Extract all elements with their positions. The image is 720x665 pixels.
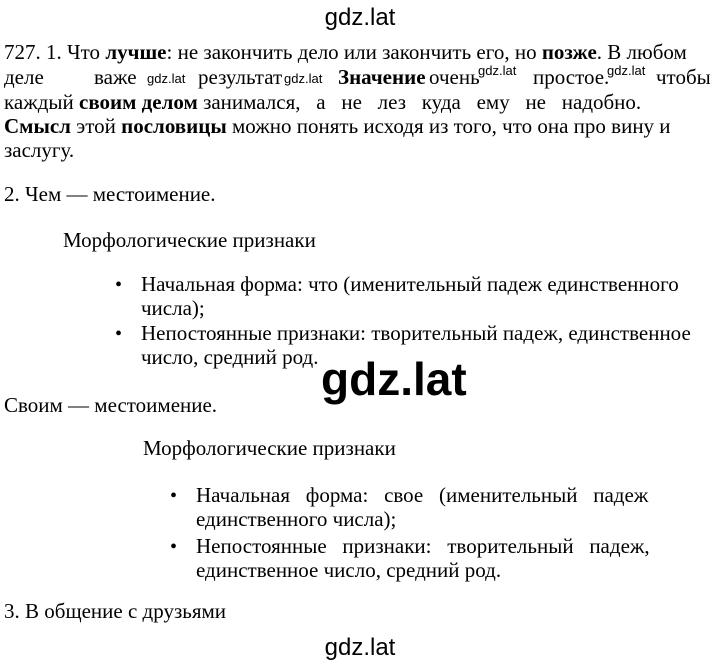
text: занимался, а не лез куда ему не надобно. (197, 90, 642, 114)
p2-bullet2-line1: Непостоянные признаки: творительный падеж, единственное (141, 321, 691, 345)
text: можно понять исходя из того, что она про вину и (226, 114, 671, 138)
text: этой (70, 114, 122, 138)
p1-line-2 (4, 63, 711, 89)
watermark-inline: gdz.lat (284, 71, 323, 86)
text: простое. (533, 65, 610, 89)
bold-text: своим делом (79, 90, 198, 114)
watermark-inline: gdz.lat (147, 71, 186, 86)
p2-subtitle: Морфологические признаки (63, 228, 316, 252)
text: очень (429, 65, 480, 89)
text: . В любом (596, 40, 687, 64)
watermark-bottom: gdz.lat (324, 634, 396, 661)
bold-text: позже (541, 40, 597, 64)
bold-text: Значение (338, 65, 426, 89)
p3-bullet2-line2: единственное число, средний род. (196, 558, 502, 582)
p3-bullet1-line1: Начальная форма: свое (именительный падеж (196, 483, 649, 507)
text: деле (4, 65, 44, 89)
p1-line-3 (4, 90, 708, 114)
text: результат (198, 65, 283, 89)
p2-bullet1-line1: Начальная форма: что (именительный падеж единственного (141, 272, 679, 296)
p1-line-5: заслугу. (4, 138, 75, 162)
watermark-top: gdz.lat (324, 4, 396, 31)
bold-text: Смысл (4, 114, 71, 138)
bold-text: лучше (105, 40, 167, 64)
p3-title: Своим — местоимение. (4, 393, 218, 417)
watermark-center: gdz.lat (321, 353, 467, 405)
bullet-marker: • (115, 274, 123, 296)
p2-title: 2. Чем — местоимение. (4, 182, 216, 206)
p2-bullet1-line2: числа); (141, 296, 205, 320)
p2-bullet2-line2: число, средний род. (141, 345, 319, 369)
watermark-inline: gdz.lat (607, 63, 646, 78)
p3-subtitle: Морфологические признаки (143, 436, 396, 460)
p1-line-1 (4, 40, 687, 64)
p4-title: 3. В общение с друзьями (4, 599, 227, 623)
bold-text: пословицы (121, 114, 227, 138)
text: каждый (4, 90, 79, 114)
p1-line-4 (4, 114, 671, 138)
bullet-marker: • (170, 485, 178, 507)
bullet-marker: • (115, 323, 123, 345)
text: : не закончить дело или закончить его, но (166, 40, 542, 64)
watermark-inline: gdz.lat (478, 63, 517, 78)
text: чтобы (656, 65, 711, 89)
bullet-marker: • (170, 536, 178, 558)
p3-bullet1-line2: единственного числа); (196, 507, 397, 531)
text: 727. 1. Что (4, 40, 106, 64)
p3-bullet2-line1: Непостоянные признаки: творительный падеж, (196, 534, 650, 558)
text: важе (94, 65, 137, 89)
